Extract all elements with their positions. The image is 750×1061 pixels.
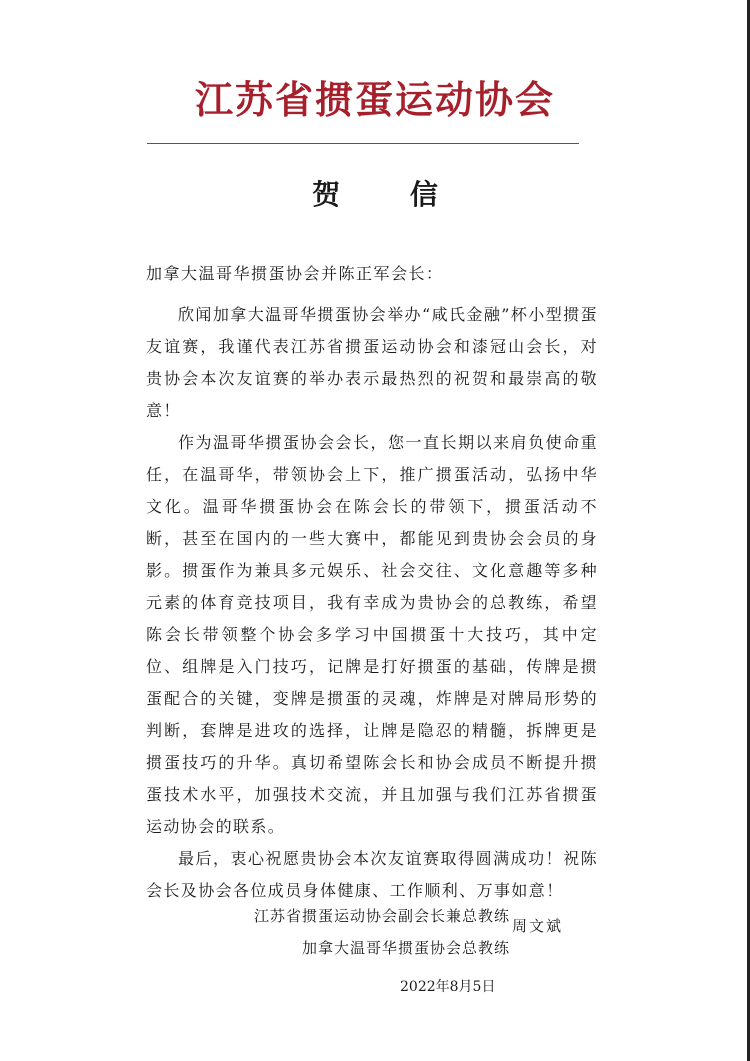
salutation: 加拿大温哥华掼蛋协会并陈正军会长： — [146, 264, 444, 283]
signature-org-line-2: 加拿大温哥华掼蛋协会总教练 — [301, 939, 510, 957]
letterhead-divider — [147, 143, 579, 144]
body-paragraph-main: 作为温哥华掼蛋协会会长，您一直长期以来肩负使命重任，在温哥华，带领协会上下，推广掼蛋活动，弘扬中华文化。温哥华掼蛋协会在陈会长的带领下，掼蛋活动不断，甚至在国内的一些大赛中，都能见到贵协会会员的身影。掼蛋作为兼具多元娱乐、社会交往、文化意趣等多种元素的体育竞技项目，我有幸成为贵协会的总教练，希望陈会长带领整个协会多学习中国掼蛋十大技巧，其中定位、组牌是入门技巧，记牌是打好掼蛋的基础，传牌是掼蛋配合的关键，变牌是掼蛋的灵魂，炸牌是对牌局形势的判断，套牌是进攻的选择，让牌是隐忍的精髓，拆牌更是掼蛋技巧的升华。真切希望陈会长和协会成员不断提升掼蛋技术水平，加强技术交流，并且加强与我们江苏省掼蛋运动协会的联系。 — [146, 433, 598, 836]
letterhead-title: 江苏省掼蛋运动协会 — [194, 77, 555, 122]
document-title: 贺 信 — [312, 178, 468, 211]
signature-name: 周文斌 — [512, 917, 564, 935]
body-paragraph-closing: 最后，衷心祝愿贵协会本次友谊赛取得圆满成功！祝陈会长及协会各位成员身体健康、工作顺利、万事如意！ — [146, 849, 598, 900]
letter-date: 2022年8月5日 — [400, 979, 496, 995]
signature-org-line-1: 江苏省掼蛋运动协会副会长兼总教练 — [253, 907, 510, 925]
body-paragraph-congratulations: 欣闻加拿大温哥华掼蛋协会举办“咸氏金融”杯小型掼蛋友谊赛，我谨代表江苏省掼蛋运动协会和漆冠山会长，对贵协会本次友谊赛的举办表示最热烈的祝贺和最崇高的敬意！ — [146, 305, 598, 420]
letter-body — [146, 299, 598, 907]
signature-organizations — [230, 900, 510, 964]
